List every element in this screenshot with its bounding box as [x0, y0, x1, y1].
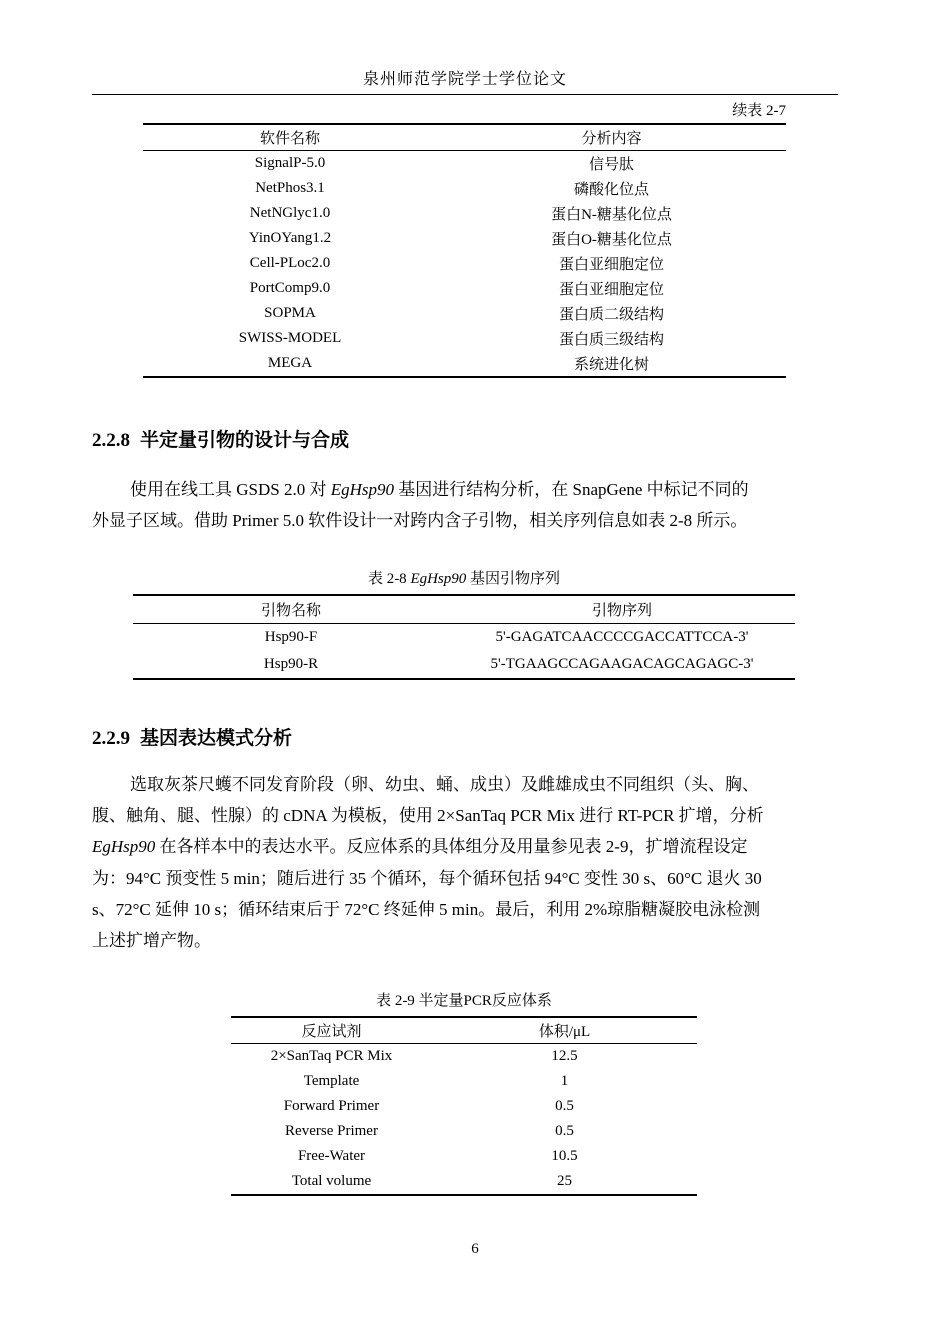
table-cell: 蛋白质二级结构: [558, 307, 664, 323]
table-row: [143, 351, 786, 377]
table-cell: Forward Primer: [283, 1098, 380, 1114]
paragraph-line: s、72°C 延伸 10 s；循环结束后于 72°C 终延伸 5 min。最后，利用 2%琼脂糖凝胶电泳检测: [92, 899, 761, 919]
table-cell: 5'-TGAAGCCAGAAGACAGCAGAGC-3': [490, 656, 754, 672]
table-row: [143, 151, 786, 177]
table-cell: 蛋白N-糖基化位点: [551, 207, 672, 223]
table-row: [231, 1094, 697, 1119]
table-cell: Reverse Primer: [285, 1123, 378, 1139]
table-cell: SOPMA: [264, 305, 316, 321]
column-header: 体积/μL: [432, 1017, 697, 1044]
header-rule: [92, 94, 838, 95]
table-cell: Hsp90-F: [264, 629, 318, 645]
table-cell: Total volume: [291, 1173, 372, 1189]
table-cell: 12.5: [551, 1048, 578, 1064]
table-row: [231, 1144, 697, 1169]
paragraph-2-2-8: [92, 474, 838, 536]
table-cell: 2×SanTaq PCR Mix: [270, 1048, 393, 1064]
table-2-8-caption: 表 2-8 EgHsp90 基因引物序列: [367, 571, 561, 587]
table-row: [231, 1169, 697, 1195]
section-heading-2-2-8: [92, 425, 349, 452]
table-cell: MEGA: [267, 355, 313, 371]
column-header: 软件名称: [143, 124, 437, 151]
section-title: 半定量引物的设计与合成: [140, 429, 350, 451]
table-cell: 0.5: [555, 1123, 574, 1139]
column-header: 引物序列: [449, 595, 795, 624]
table-2-8: [133, 594, 795, 680]
table-row: [231, 1119, 697, 1144]
table-row: [231, 1069, 697, 1094]
table-row: [231, 1044, 697, 1070]
table-row: [133, 624, 795, 652]
gene-name: EgHsp90: [330, 480, 394, 499]
paragraph-line: 选取灰茶尺蠖不同发育阶段（卵、幼虫、蛹、成虫）及雌雄成虫不同组织（头、胸、: [130, 775, 759, 794]
table-cell: NetPhos3.1: [255, 180, 325, 196]
gene-name: EgHsp90: [92, 837, 156, 857]
table-cell: 1: [560, 1073, 569, 1089]
gene-name: EgHsp90: [410, 571, 467, 587]
table-row: [143, 226, 786, 251]
table-cell: Template: [303, 1073, 360, 1089]
column-header: 分析内容: [437, 124, 786, 151]
table-cell: 蛋白质三级结构: [558, 332, 664, 348]
paragraph-line: 上述扩增产物。: [92, 931, 211, 951]
table-2-9-caption: 表 2-9 半定量PCR反应体系: [376, 993, 552, 1009]
table-cell: 信号肽: [588, 157, 634, 173]
table-cell: 0.5: [555, 1098, 574, 1114]
table-continued-label: 续表 2-7: [732, 103, 786, 119]
table-cell: Free-Water: [297, 1148, 366, 1164]
table-header-row: [231, 1017, 697, 1044]
table-header-row: [143, 124, 786, 151]
table-cell: PortComp9.0: [249, 280, 331, 296]
paragraph-line: 使用在线工具 GSDS 2.0 对 EgHsp90 基因进行结构分析，在 SnapGene 中标记不同的: [130, 480, 749, 499]
table-cell: Cell-PLoc2.0: [249, 255, 331, 271]
table-cell: 蛋白亚细胞定位: [558, 257, 664, 273]
table-cell: NetNGlyc1.0: [249, 205, 331, 221]
table-cell: 25: [557, 1173, 572, 1189]
section-title: 基因表达模式分析: [140, 727, 293, 749]
table-cell: SWISS-MODEL: [238, 330, 342, 346]
section-number: 2.2.9: [92, 728, 130, 749]
table-row: [143, 326, 786, 351]
table-cell: 蛋白亚细胞定位: [558, 282, 664, 298]
section-number: 2.2.8: [92, 430, 130, 451]
paragraph-line: 腹、触角、腿、性腺）的 cDNA 为模板，使用 2×SanTaq PCR Mix 进行 RT-PCR 扩增，分析: [92, 806, 764, 826]
table-cell: 5'-GAGATCAACCCCGACCATTCCA-3': [495, 629, 749, 645]
paragraph-2-2-9: [92, 769, 838, 956]
running-header: 泉州师范学院学士学位论文: [362, 71, 567, 88]
paragraph-line: EgHsp90 在各样本中的表达水平。反应体系的具体组分及用量参见表 2-9，扩增流程设定: [92, 837, 748, 857]
paragraph-line: 为：94°C 预变性 5 min；随后进行 35 个循环，每个循环包括 94°C 变性 30 s、60°C 退火 30: [92, 868, 762, 888]
table-cell: 磷酸化位点: [573, 182, 649, 198]
column-header: 引物名称: [133, 595, 449, 624]
table-row: [143, 301, 786, 326]
table-cell: 系统进化树: [573, 357, 649, 373]
page-number: 6: [471, 1241, 479, 1257]
table-row: [133, 651, 795, 679]
section-heading-2-2-9: [92, 723, 292, 750]
column-header: 反应试剂: [231, 1017, 432, 1044]
table-header-row: [133, 595, 795, 624]
table-cell: 10.5: [551, 1148, 578, 1164]
table-cell: SignalP-5.0: [254, 155, 326, 171]
table-2-7-continued: [143, 123, 786, 378]
table-row: [143, 276, 786, 301]
paragraph-line: 外显子区域。借助 Primer 5.0 软件设计一对跨内含子引物，相关序列信息如表 2-8 所示。: [92, 511, 748, 531]
table-2-9: [231, 1016, 697, 1196]
table-row: [143, 201, 786, 226]
table-cell: 蛋白O-糖基化位点: [551, 232, 672, 248]
table-cell: Hsp90-R: [263, 656, 319, 672]
table-row: [143, 251, 786, 276]
table-cell: YinOYang1.2: [248, 230, 332, 246]
table-row: [143, 176, 786, 201]
